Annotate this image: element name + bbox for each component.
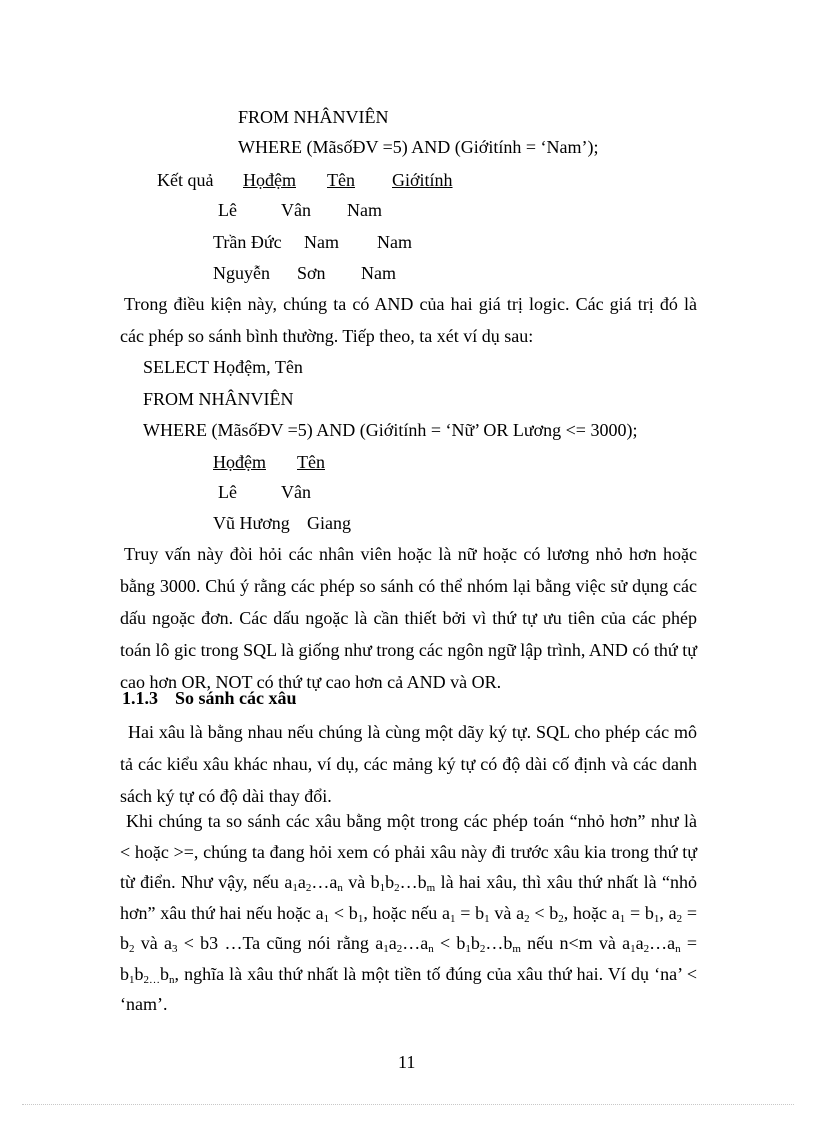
result-label: Kết quả xyxy=(157,170,214,190)
math-expr: $a_1 = b_1$, $a_2 = b_2$ xyxy=(120,902,698,955)
math-expr: $a_1 < b_1$ xyxy=(315,902,364,925)
math-string-a: $a_1a_2\dots a_n$ xyxy=(284,872,343,894)
sql-where-line: WHERE (MãsốĐV =5) AND (Giớitính = ‘Nữ’ OR Lương <= 3000); xyxy=(143,420,638,440)
table-cell: Nam xyxy=(304,232,339,252)
footer-divider xyxy=(22,1104,794,1105)
math-expr: $a_3 < b3$ xyxy=(164,933,219,955)
math-expr: n<m xyxy=(559,933,593,953)
table-cell: Giang xyxy=(307,513,351,533)
page-number: 11 xyxy=(398,1052,416,1072)
text-run: , hoặc xyxy=(563,902,612,923)
text-run: nếu xyxy=(520,933,560,953)
text-run: , hoặc nếu xyxy=(363,902,443,923)
text-run: và xyxy=(342,872,371,892)
sql-from-line: FROM NHÂNVIÊN xyxy=(143,389,294,409)
sql-from-line: FROM NHÂNVIÊN xyxy=(238,107,389,127)
text-run: và xyxy=(489,902,517,923)
table-cell: Nam xyxy=(361,263,396,283)
table-cell: Sơn xyxy=(297,263,326,283)
result-header-gioitinh: Giớitính xyxy=(392,170,453,190)
math-expr: $a_1 = b_1$ xyxy=(442,902,490,925)
math-string-a: $a_1a_2\dots a_n$ xyxy=(375,933,434,955)
table-cell: Trần Đức xyxy=(213,232,282,252)
math-string-b: $b_1b_2\dots b_m$ xyxy=(370,872,436,894)
table-cell: Lê xyxy=(218,482,237,502)
math-expr: $a_1a_2\dots a_n = b_1b_{2\dots}b_n$ xyxy=(120,933,698,986)
table-cell: Nam xyxy=(347,200,382,220)
math-string-b: $b_1b_2\dots b_m$ xyxy=(456,933,521,955)
table-cell: Nguyễn xyxy=(213,263,270,283)
result-header-hodem: Họđệm xyxy=(243,170,296,190)
text-run: …Ta cũng nói rằng xyxy=(218,933,376,953)
section-heading xyxy=(122,688,297,708)
table-cell: Vân xyxy=(281,200,311,220)
text-run: và xyxy=(592,933,623,953)
table-cell: Lê xyxy=(218,200,237,220)
body-paragraph: Truy vấn này đòi hỏi các nhân viên hoặc là nữ hoặc có lương nhỏ hơn hoặc bằng 3000. Chú ý rằng các phép so sánh có thể nhóm lại bằng việc sử dụng các dấu ngoặc đơn. Các dấu ngoặc là cần thiết bởi vì thứ tự ưu tiên của các phép toán lô gic trong SQL là giống như trong các ngôn ngữ lập trình, AND có thứ tự cao hơn OR, NOT có thứ tự cao hơn cả AND và OR. xyxy=(120,544,697,692)
result-header-hodem: Họđệm xyxy=(213,452,266,472)
sql-select-line: SELECT Họđệm, Tên xyxy=(143,357,303,377)
result-header-ten: Tên xyxy=(327,170,355,190)
table-cell: Vũ Hương xyxy=(213,513,290,533)
section-title: So sánh các xâu xyxy=(175,688,297,708)
section-number: 1.1.3 xyxy=(122,688,158,708)
text-run: là hai xâu, thì xâu thứ nhất là “nhỏ hơn” xâu thứ hai nếu hoặc xyxy=(120,872,697,923)
text-run: và xyxy=(134,933,165,953)
text-run: < xyxy=(433,933,457,953)
math-expr: $a_2 < b_2$ xyxy=(516,902,564,925)
result-header-ten: Tên xyxy=(297,452,325,472)
body-paragraph: Hai xâu là bằng nhau nếu chúng là cùng một dãy ký tự. SQL cho phép các mô tả các kiểu xâu khác nhau, ví dụ, các mảng ký tự có độ dài cố định và các danh sách ký tự có độ dài thay đổi. xyxy=(120,722,697,806)
body-paragraph: Trong điều kiện này, chúng ta có AND của hai giá trị logic. Các giá trị đó là các phép so sánh bình thường. Tiếp theo, ta xét ví dụ sau: xyxy=(120,294,697,346)
table-cell: Vân xyxy=(281,482,311,502)
table-cell: Nam xyxy=(377,232,412,252)
body-paragraph-math xyxy=(120,806,697,1020)
text-run: Khi chúng ta so sánh các xâu bằng một trong các phép toán “nhỏ hơn” như là < hoặc >=, chúng ta đang hỏi xem có phải xâu này đi trước xâu kia trong thứ tự từ điển. Như vậy, nếu xyxy=(120,811,697,892)
sql-where-line: WHERE (MãsốĐV =5) AND (Giớitính = ‘Nam’); xyxy=(238,137,599,157)
text-run: , nghĩa là xâu thứ nhất là một tiền tố đúng của xâu thứ hai. Ví dụ ‘na’ < ‘nam’. xyxy=(120,963,697,1014)
